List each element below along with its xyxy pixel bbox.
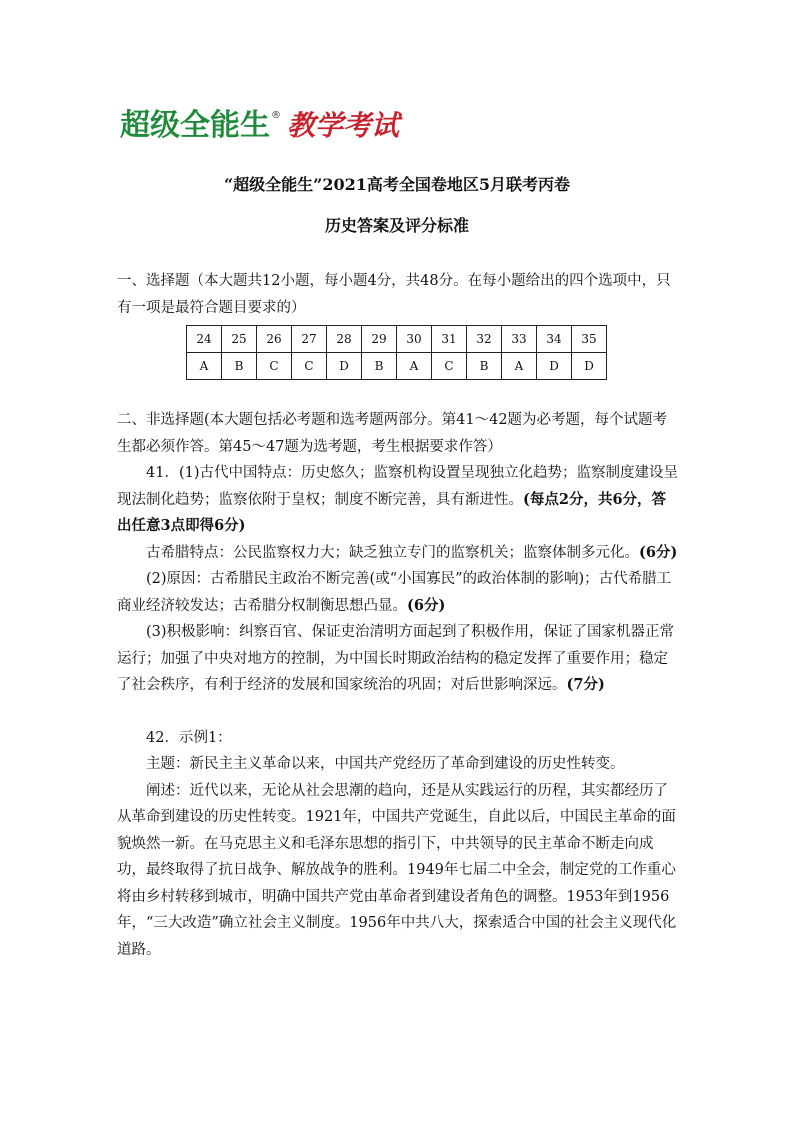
section1-heading: 一、选择题（本大题共12小题，每小题4分，共48分。在每小题给出的四个选项中，只有一项是最符合题目要求的） <box>117 273 671 316</box>
spacer <box>117 699 679 725</box>
answer-letter-cell: B <box>222 353 257 380</box>
answer-number-cell: 31 <box>432 326 467 353</box>
answer-number-cell: 27 <box>292 326 327 353</box>
q41-part2-text: (2)原因：古希腊民主政治不断完善(或“小国寡民”的政治体制的影响)；古代希腊工商业经济较发达；古希腊分权制衡思想凸显。 <box>117 571 672 614</box>
q41-part1b-score: (6分) <box>639 543 678 561</box>
q41-part3-text: (3)积极影响：纠察百官、保证吏治清明方面起到了积极作用，保证了国家机器正常运行；加强了中央对地方的控制，为中国长时期政治结构的稳定发挥了重要作用；稳定了社会秩序，有利于经济的发展和国家统治的巩固；对后世影响深远。 <box>117 624 675 693</box>
answer-letter-cell: A <box>187 353 222 380</box>
answer-number-cell: 34 <box>537 326 572 353</box>
logo-brand: 超级全能生 <box>120 108 270 143</box>
answer-letter-cell: B <box>362 353 397 380</box>
answer-letter-cell: D <box>537 353 572 380</box>
answer-letter-cell: C <box>292 353 327 380</box>
q42-theme: 主题：新民主主义革命以来，中国共产党经历了革命到建设的历史性转变。 <box>146 756 625 772</box>
answer-letter-cell: A <box>502 353 537 380</box>
q42-body: 阐述：近代以来，无论从社会思潮的趋向，还是从实践运行的历程，其实都经历了从革命到建设的历史性转变。1921年，中国共产党诞生，自此以后，中国民主革命的面貌焕然一新。在马克思主义和毛泽东思想的指引下，中共领导的民主革命不断走向成功，最终取得了抗日战争、解放战争的胜利。1949年七届二中全会，制定党的工作重心将由乡村转移到城市，明确中国共产党由革命者到建设者角色的调整。1953年到1956年，“三大改造”确立社会主义制度。1956年中共八大，探索适合中国的社会主义现代化道路。 <box>117 782 677 958</box>
document-title: “超级全能生”2021高考全国卷地区5月联考丙卷 <box>223 175 571 194</box>
answer-letter-cell: C <box>432 353 467 380</box>
document-subtitle: 历史答案及评分标准 <box>324 216 469 235</box>
q41-part2-score: (6分) <box>407 596 446 614</box>
logo-subtitle: 教学考试 <box>287 109 400 142</box>
logo <box>120 108 399 144</box>
answer-letter-cell: A <box>397 353 432 380</box>
answer-letter-cell: B <box>467 353 502 380</box>
answer-number-cell: 29 <box>362 326 397 353</box>
section2-heading: 二、非选择题(本大题包括必考题和选考题两部分。第41～42题为必考题，每个试题考生都必须作答。第45～47题为选考题，考生根据要求作答） <box>117 412 668 455</box>
answer-number-cell: 30 <box>397 326 432 353</box>
answer-number-cell: 32 <box>467 326 502 353</box>
answer-number-cell: 25 <box>222 326 257 353</box>
answer-table <box>186 325 607 380</box>
section2 <box>117 407 679 963</box>
logo-registered-mark: ® <box>271 110 281 121</box>
q41-part1b-text: 古希腊特点：公民监察权力大；缺乏独立专门的监察机关；监察体制多元化。 <box>146 544 639 561</box>
q41-part1-text: 41．(1)古代中国特点：历史悠久；监察机构设置呈现独立化趋势；监察制度建设呈现法制化趋势；监察依附于皇权；制度不断完善，具有渐进性。 <box>117 465 678 508</box>
q41-part2 <box>117 566 679 619</box>
q41-part1-score: (每点2分，共6分，答出任意3点即得6分) <box>117 490 667 534</box>
answer-letter-cell: D <box>327 353 362 380</box>
q42-label: 42．示例1： <box>146 729 232 746</box>
q41-part1b <box>117 540 679 567</box>
answer-number-cell: 24 <box>187 326 222 353</box>
answer-letter-row <box>187 353 607 380</box>
q41-part3 <box>117 619 679 699</box>
answer-number-cell: 35 <box>572 326 607 353</box>
answer-number-cell: 26 <box>257 326 292 353</box>
answer-number-row <box>187 326 607 353</box>
q41-part3-score: (7分) <box>566 676 605 693</box>
answer-letter-cell: D <box>572 353 607 380</box>
answer-number-cell: 33 <box>502 326 537 353</box>
answer-number-cell: 28 <box>327 326 362 353</box>
q41-part1 <box>117 460 679 540</box>
answer-letter-cell: C <box>257 353 292 380</box>
